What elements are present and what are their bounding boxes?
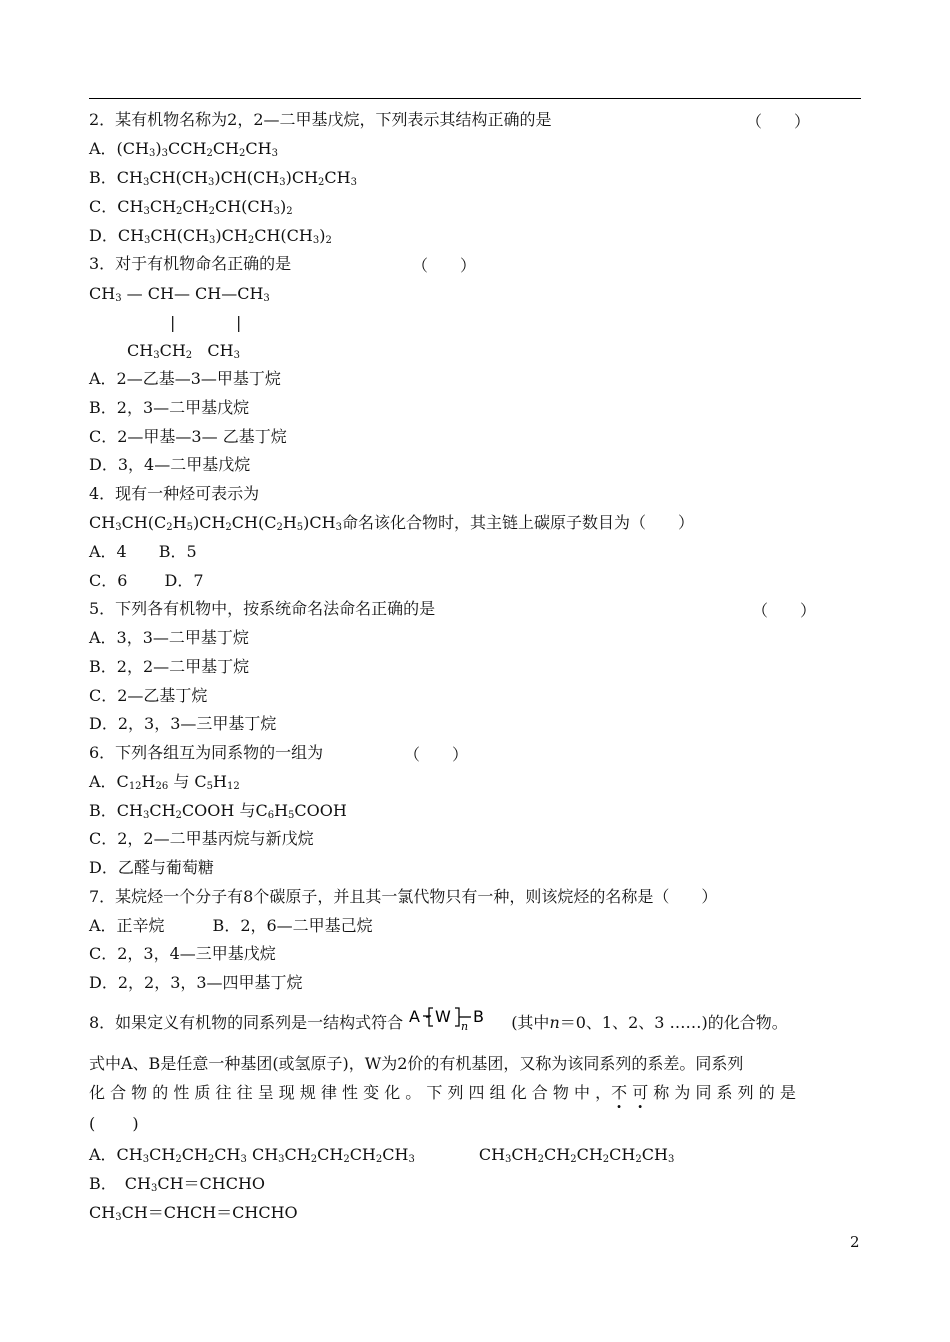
formula-subscript: 3	[115, 522, 122, 533]
formula-text: CH	[284, 1145, 311, 1164]
formula-text: CH＝CHCHO	[157, 1174, 266, 1193]
formula-subscript: 3	[142, 1154, 150, 1165]
formula-subscript: 3	[233, 350, 240, 361]
formula-text: CH	[192, 341, 234, 360]
formula-subscript: 2	[325, 235, 332, 246]
formula-subscript: 2	[176, 206, 183, 217]
q8-line-3: 化 合 物 的 性 质 往 往 呈 现 规 律 性 变 化 。 下 列 四 组 化 合 物 中 ，不 可 称 为 同 系 列 的 是	[89, 1083, 796, 1102]
formula-text: COOH 与C	[181, 801, 268, 820]
formula-text: CH	[149, 197, 177, 216]
formula-subscript: 3	[273, 206, 280, 217]
formula-subscript: 3	[149, 148, 156, 159]
formula-text: CH	[89, 1203, 116, 1222]
q2-answer-paren: （ ）	[745, 112, 810, 131]
formula-text: CH	[149, 801, 176, 820]
formula-text: CH	[89, 513, 116, 532]
formula-subscript: 3	[150, 1183, 158, 1194]
q6-option-c: C．2，2—二甲基丙烷与新戊烷	[89, 829, 314, 848]
formula-text: A．CH	[89, 1145, 143, 1164]
formula-text: )CH	[303, 513, 336, 532]
formula-text: CH	[414, 1145, 506, 1164]
q3-option-b: B．2，3—二甲基戊烷	[89, 398, 250, 417]
q4-options-ab: A．4 B．5	[89, 542, 197, 561]
formula-text: CH(CH	[150, 226, 210, 245]
formula-subscript: 3	[143, 206, 150, 217]
formula-text: B． CH	[89, 1174, 151, 1193]
q3-structure-main-chain	[89, 283, 270, 307]
q7-option-c: C．2，3，4—三甲基戊烷	[89, 944, 276, 963]
formula-subscript: 2	[239, 148, 246, 159]
formula-text: H	[282, 513, 297, 532]
q2-option-d	[89, 225, 332, 249]
formula-subscript: 2	[166, 522, 173, 533]
formula-text: CH	[149, 1145, 176, 1164]
emphasis-can: 可	[632, 1083, 649, 1102]
q5-answer-paren: （ ）	[751, 601, 816, 620]
formula-subscript: 2	[537, 1154, 544, 1165]
formula-subscript: 2	[318, 177, 325, 188]
formula-subscript: 3	[142, 810, 150, 821]
formula-text: )CH(CH	[214, 168, 280, 187]
formula-subscript: 3	[115, 293, 122, 304]
formula-subscript: 2	[206, 148, 213, 159]
formula-subscript: 3	[278, 1154, 285, 1165]
formula-text: )CH	[192, 513, 226, 532]
formula-text: CH	[317, 1145, 344, 1164]
formula-text: H	[141, 772, 156, 791]
formula-text: CH	[159, 341, 186, 360]
q4-options-cd: C．6 D．7	[89, 571, 204, 590]
emphasis-not: 不	[611, 1083, 628, 1102]
formula-subscript: 3	[667, 1154, 675, 1165]
formula-subscript: 3	[505, 1154, 512, 1165]
q2-option-a	[89, 138, 278, 162]
formula-subscript: 2	[175, 1154, 182, 1165]
formula-subscript: 2	[175, 810, 182, 821]
q8-option-b-second	[89, 1202, 298, 1226]
q2-option-c	[89, 196, 293, 220]
formula-text: H	[213, 772, 227, 791]
formula-subscript: 3	[350, 177, 357, 188]
formula-subscript: 2	[185, 350, 193, 361]
formula-subscript: 3	[142, 177, 150, 188]
formula-subscript: 3	[209, 235, 216, 246]
formula-text: CH(C	[121, 513, 167, 532]
formula-text: CCH	[168, 139, 207, 158]
formula-text: CH	[511, 1145, 538, 1164]
formula-subscript: 3	[263, 293, 270, 304]
q3-stem: 3．对于有机物命名正确的是	[89, 254, 292, 273]
formula-text: CH(CH	[149, 168, 208, 187]
formula-subscript: 2	[635, 1154, 642, 1165]
formula-text: CH	[182, 197, 209, 216]
q4-formula-line	[89, 512, 694, 536]
q6-option-a	[89, 771, 240, 795]
q3-structure-bond-1: |	[170, 313, 176, 332]
formula-subscript: 2	[247, 235, 255, 246]
formula-text: CH＝CHCH＝CHCHO	[121, 1203, 298, 1222]
formula-subscript: 3	[335, 522, 342, 533]
formula-subscript: 2	[286, 206, 293, 217]
formula-subscript: 5	[296, 522, 304, 533]
formula-text: C．CH	[89, 197, 144, 216]
formula-subscript: 3	[312, 235, 320, 246]
formula-text: 与 C	[168, 772, 207, 791]
formula-text: CH(CH	[214, 197, 274, 216]
q6-stem: 6．下列各组互为同系物的一组为	[89, 743, 324, 762]
q2-option-b	[89, 167, 357, 191]
formula-text: B．CH	[89, 801, 143, 820]
q8-line-2: 式中A、B是任意一种基团(或氢原子)，W为2价的有机基团，又称为该同系列的系差。同系列	[89, 1054, 744, 1073]
formula-text: CH	[181, 1145, 208, 1164]
formula-text: CH	[127, 341, 154, 360]
q7-options-ab: A．正辛烷 B．2，6—二甲基己烷	[89, 916, 373, 935]
formula-text: CH	[609, 1145, 636, 1164]
q7-option-d: D．2，2，3，3—四甲基丁烷	[89, 973, 303, 992]
formula-text: CH	[576, 1145, 603, 1164]
formula-subscript: 2	[570, 1154, 577, 1165]
formula-text: CH	[246, 1145, 279, 1164]
formula-text: CH(C	[231, 513, 277, 532]
formula-text: — CH— CH—CH	[121, 284, 264, 303]
q6-option-b	[89, 800, 347, 824]
formula-text: 命名该化合物时，其主链上碳原子数目为（ ）	[341, 513, 694, 532]
q8-general-formula	[409, 1006, 505, 1038]
q5-stem: 5．下列各有机物中，按系统命名法命名正确的是	[89, 599, 436, 618]
formula-subscript: 3	[144, 235, 151, 246]
q3-structure-branches	[127, 340, 240, 364]
q8-formula-n: n	[461, 1020, 469, 1032]
formula-subscript: 3	[240, 1154, 247, 1165]
formula-subscript: 3	[271, 148, 278, 159]
formula-text: COOH	[294, 801, 347, 820]
q3-structure-bond-2: |	[236, 313, 242, 332]
q3-option-a: A．2—乙基—3—甲基丁烷	[89, 369, 281, 388]
q8-stem: 8．如果定义有机物的同系列是一结构式符合 A W n B (其中n＝0、1、2、3 ……)的化合物。	[89, 1006, 788, 1030]
formula-text: )	[155, 139, 162, 158]
q7-stem: 7．某烷烃一个分子有8个碳原子，并且其一氯代物只有一种，则该烷烃的名称是（ ）	[89, 887, 718, 906]
formula-text: CH	[641, 1145, 668, 1164]
formula-subscript: 2	[375, 1154, 383, 1165]
formula-subscript: 2	[207, 1154, 215, 1165]
formula-subscript: 26	[155, 781, 169, 792]
formula-text: CH	[214, 1145, 241, 1164]
formula-subscript: 3	[279, 177, 286, 188]
formula-subscript: 12	[128, 781, 142, 792]
formula-subscript: 3	[153, 350, 160, 361]
q6-answer-paren: （ ）	[403, 745, 468, 764]
formula-subscript: 3	[161, 148, 168, 159]
q4-stem: 4．现有一种烃可表示为	[89, 484, 260, 503]
q8-formula-w: W	[435, 1007, 452, 1026]
formula-subscript: 2	[208, 206, 215, 217]
formula-subscript: 2	[310, 1154, 318, 1165]
formula-subscript: 2	[602, 1154, 610, 1165]
formula-text: D．CH	[89, 226, 145, 245]
formula-text: H	[274, 801, 289, 820]
formula-text: B．CH	[89, 168, 143, 187]
formula-subscript: 3	[207, 177, 215, 188]
q3-option-d: D．3，4—二甲基戊烷	[89, 455, 251, 474]
formula-text: A．(CH	[89, 139, 149, 158]
formula-text: A．C	[89, 772, 129, 791]
formula-subscript: 2	[343, 1154, 350, 1165]
header-rule	[89, 98, 861, 99]
q3-answer-paren: （ ）	[411, 256, 476, 275]
formula-subscript: 3	[408, 1154, 415, 1165]
formula-text: CH(CH	[254, 226, 313, 245]
q8-formula-a: A	[409, 1007, 421, 1026]
q8-answer-paren: ( )	[89, 1114, 139, 1133]
formula-text: CH	[245, 139, 272, 158]
q5-option-d: D．2，3，3—三甲基丁烷	[89, 714, 277, 733]
q2-stem: 2．某有机物名称为2，2—二甲基戊烷，下列表示其结构正确的是	[89, 110, 552, 129]
q8-option-a	[89, 1144, 674, 1168]
formula-subscript: 2	[276, 522, 283, 533]
formula-subscript: 3	[115, 1212, 122, 1223]
q8-option-b	[89, 1173, 265, 1197]
q5-option-b: B．2，2—二甲基丁烷	[89, 657, 250, 676]
q5-option-a: A．3，3—二甲基丁烷	[89, 628, 249, 647]
formula-subscript: 5	[186, 522, 193, 533]
formula-text: )	[280, 197, 287, 216]
formula-text: H	[172, 513, 187, 532]
formula-subscript: 5	[288, 810, 295, 821]
formula-subscript: 2	[225, 522, 232, 533]
q6-option-d: D．乙醛与葡萄糖	[89, 858, 214, 877]
formula-text: CH	[212, 139, 240, 158]
formula-text: CH	[349, 1145, 376, 1164]
q8-formula-b: B	[473, 1007, 485, 1026]
q3-option-c: C．2—甲基—3— 乙基丁烷	[89, 427, 287, 446]
formula-text: )	[319, 226, 326, 245]
formula-text: CH	[382, 1145, 409, 1164]
formula-subscript: 12	[226, 781, 240, 792]
formula-subscript: 5	[206, 781, 214, 792]
q8-formula-graphic	[409, 1006, 505, 1032]
formula-text: CH	[324, 168, 351, 187]
formula-text: CH	[544, 1145, 571, 1164]
page-number: 2	[850, 1233, 860, 1251]
formula-subscript: 6	[267, 810, 275, 821]
formula-text: )CH	[215, 226, 248, 245]
formula-text: )CH	[285, 168, 319, 187]
q5-option-c: C．2—乙基丁烷	[89, 686, 208, 705]
formula-text: CH	[89, 284, 116, 303]
